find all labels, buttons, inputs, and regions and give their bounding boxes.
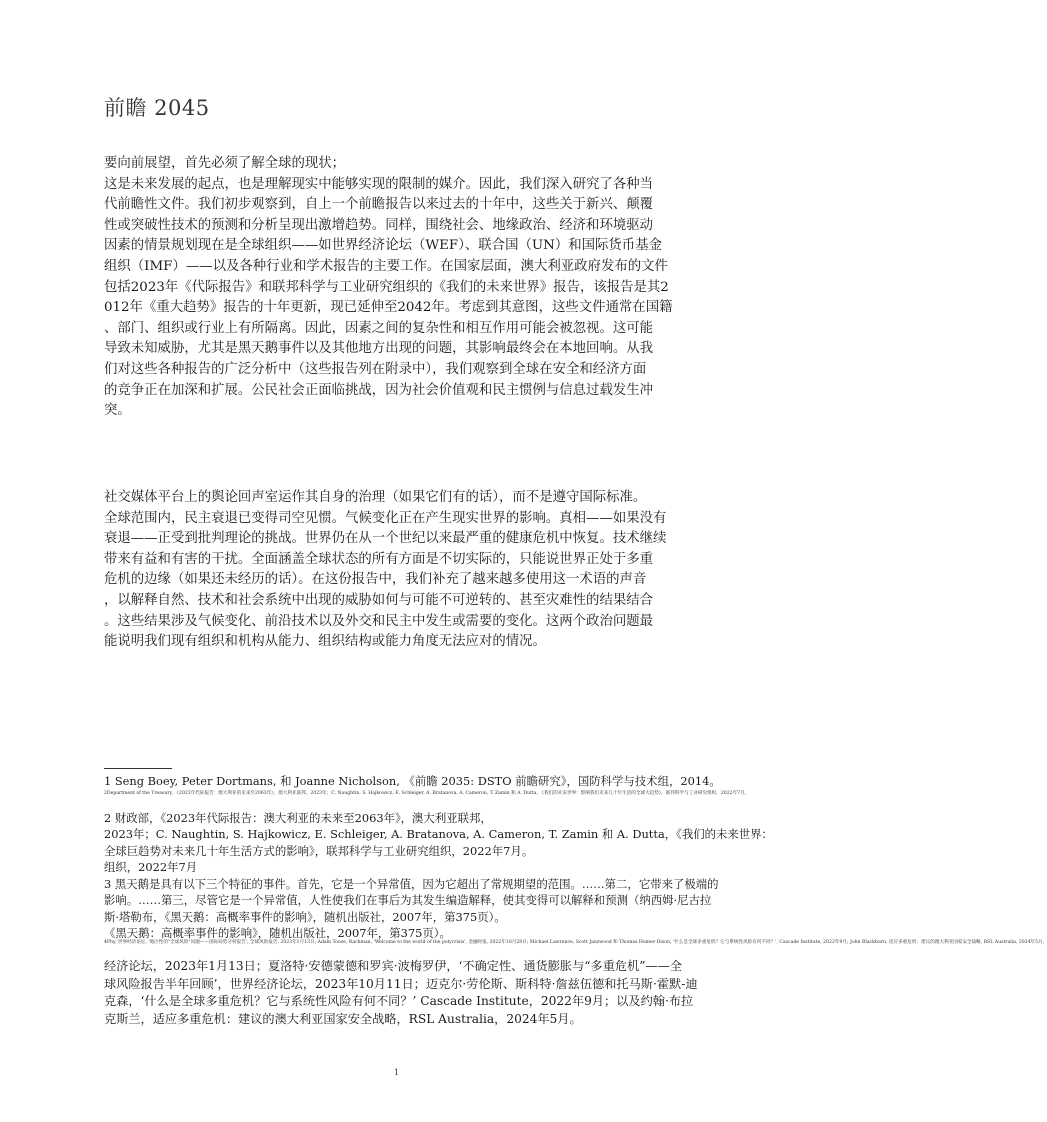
footnote-1 [104, 773, 784, 789]
footnote-line: 影响。……第三，尽管它是一个异常值，人性使我们在事后为其发生编造解释，使其变得可以解释和预测（纳西姆·尼古拉 [104, 893, 712, 908]
text-line: 要向前展望，首先必须了解全球的现状； [104, 156, 346, 171]
text-line: 突。 [104, 403, 131, 419]
footnote-line: 球风险报告半年回顾’，世界经济论坛，2023年10月11日；迈克尔·劳伦斯、斯科特·詹兹伍德和托马斯·霍默-迪 [104, 976, 698, 991]
footnote-line: 3 黑天鹅是具有以下三个特征的事件。首先，它是一个异常值，因为它超出了常规期望的范围。……第二，它带来了极端的 [104, 877, 719, 891]
text-line: 性或突破性技术的预测和分析呈现出激增趋势。同样，围绕社会、地缘政治、经济和环境驱动 [104, 217, 654, 233]
text-line: 代前瞻性文件。我们初步观察到，自上一个前瞻报告以来过去的十年中，这些关于新兴、颠覆 [104, 197, 654, 213]
text-line: 全球范围内，民主衰退已变得司空见惯。气候变化正在产生现实世界的影响。真相——如果没有 [104, 510, 667, 526]
footnote-3 [104, 876, 784, 942]
page-title: 前瞻 2045 [104, 96, 210, 120]
intro-paragraph [104, 154, 694, 422]
text-line: 012年《重大趋势》报告的十年更新，现已延伸至2042年。考虑到其意图，这些文件通常在国籍 [104, 300, 673, 316]
footnote-line: 斯·塔勒布，《黑天鹅：高概率事件的影响》，随机出版社，2007年，第375页）。 [104, 909, 506, 924]
page-number: 1 [393, 1068, 400, 1077]
second-paragraph [104, 488, 694, 653]
footnote-line: 《黑天鹅：高概率事件的影响》，随机出版社，2007年，第375页）。 [104, 926, 451, 941]
text-line: 、部门、组织或行业上有所隔离。因此，因素之间的复杂性和相互作用可能会被忽视。这可能 [104, 320, 654, 336]
footnote-line: 1 Seng Boey, Peter Dortmans, 和 Joanne Nicholson, 《前瞻 2035: DSTO 前瞻研究》，国防科学与技术组，2014。 [104, 774, 721, 788]
text-line: 。这些结果涉及气候变化、前沿技术以及外交和民主中发生或需要的变化。这两个政治问题最 [104, 613, 654, 629]
footnote-small-print-2: 4Phy, 世界经济论坛, '地区性的"全球风险"问题——国际局势分析报告', 全球风险报告, 2023年1月13日; Adam Tooze, Rachman, 'Welcome to the world of the polycrisis', 金融时报, 2022年10月28日; Michael Lawrence, Scott Janzwood 和 Thomas Homer-Dixon, '什么是全球多重危机？它与系统性风险有何不同？', Cascade Institute, 2022年9月; John Blackburn, 适应多重危机：建议的澳大利亚国家安全战略, RSL Australia, 2024年5月。 [104, 940, 1047, 945]
footnote-line: 经济论坛，2023年1月13日；夏洛特·安德蒙德和罗宾·波梅罗伊，‘不确定性、通货膨胀与“多重危机”——全 [104, 959, 683, 973]
footnote-line: 克斯兰，适应多重危机：建议的澳大利亚国家安全战略，RSL Australia，2024年5月。 [104, 1011, 582, 1026]
footnote-line: 克森，‘什么是全球多重危机？它与系统性风险有何不同？’ Cascade Institute，2022年9月；以及约翰·布拉 [104, 994, 694, 1009]
text-line: 这是未来发展的起点，也是理解现实中能够实现的限制的媒介。因此，我们深入研究了各种当 [104, 176, 654, 192]
footnote-divider [104, 768, 172, 769]
footnote-line: 组织，2022年7月 [104, 860, 198, 875]
footnote-2 [104, 810, 784, 876]
text-line: 带来有益和有害的干扰。全面涵盖全球状态的所有方面是不切实际的，只能说世界正处于多重 [104, 551, 654, 567]
text-line: ，以解释自然、技术和社会系统中出现的威胁如何与可能不可逆转的、甚至灾难性的结果结合 [104, 592, 654, 608]
footnote-4 [104, 958, 784, 1028]
text-line: 导致未知威胁，尤其是黑天鹅事件以及其他地方出现的问题，其影响最终会在本地回响。从我 [104, 341, 654, 357]
text-line: 们对这些各种报告的广泛分析中（这些报告列在附录中），我们观察到全球在安全和经济方面 [104, 361, 647, 377]
text-line: 危机的边缘（如果还未经历的话）。在这份报告中，我们补充了越来越多使用这一术语的声音 [104, 572, 647, 588]
text-line: 包括2023年《代际报告》和联邦科学与工业研究组织的《我们的未来世界》报告，该报告是其2 [104, 279, 669, 295]
text-line: 因素的情景规划现在是全球组织——如世界经济论坛（WEF）、联合国（UN）和国际货币基金 [104, 238, 662, 254]
text-line: 社交媒体平台上的舆论回声室运作其自身的治理（如果它们有的话），而不是遵守国际标准。 [104, 490, 647, 505]
footnote-line: 2 财政部，《2023年代际报告：澳大利亚的未来至2063年》，澳大利亚联邦， [104, 811, 492, 825]
text-line: 的竞争正在加深和扩展。公民社会正面临挑战，因为社会价值观和民主惯例与信息过载发生冲 [104, 382, 654, 398]
text-line: 能说明我们现有组织和机构从能力、组织结构或能力角度无法应对的情况。 [104, 634, 546, 650]
footnote-small-print-1: 2Department of the Treasury, 《2023年代际报告：澳大利亚的未来至2063年》，澳大利亚联邦，2023年；C. Naughtin, S. Hajkowicz, E. Schleiger, A. Bratanova, A. Cameron, T. Zamin 和 A. Dutta, 《我们的未来世界：影响我们未来几十年生活的全球大趋势》，联邦科学与工业研究组织，2022年7月。 [104, 791, 750, 796]
text-line: 衰退——正受到批判理论的挑战。世界仍在从一个世纪以来最严重的健康危机中恢复。技术继续 [104, 531, 667, 547]
footnote-line: 2023年；C. Naughtin, S. Hajkowicz, E. Schleiger, A. Bratanova, A. Cameron, T. Zamin 和 A. Dutta，《我们的未来世界： [104, 827, 773, 842]
footnote-line: 全球巨趋势对未来几十年生活方式的影响》，联邦科学与工业研究组织，2022年7月。 [104, 843, 534, 858]
text-line: 组织（IMF）——以及各种行业和学术报告的主要工作。在国家层面，澳大利亚政府发布的文件 [104, 258, 668, 274]
